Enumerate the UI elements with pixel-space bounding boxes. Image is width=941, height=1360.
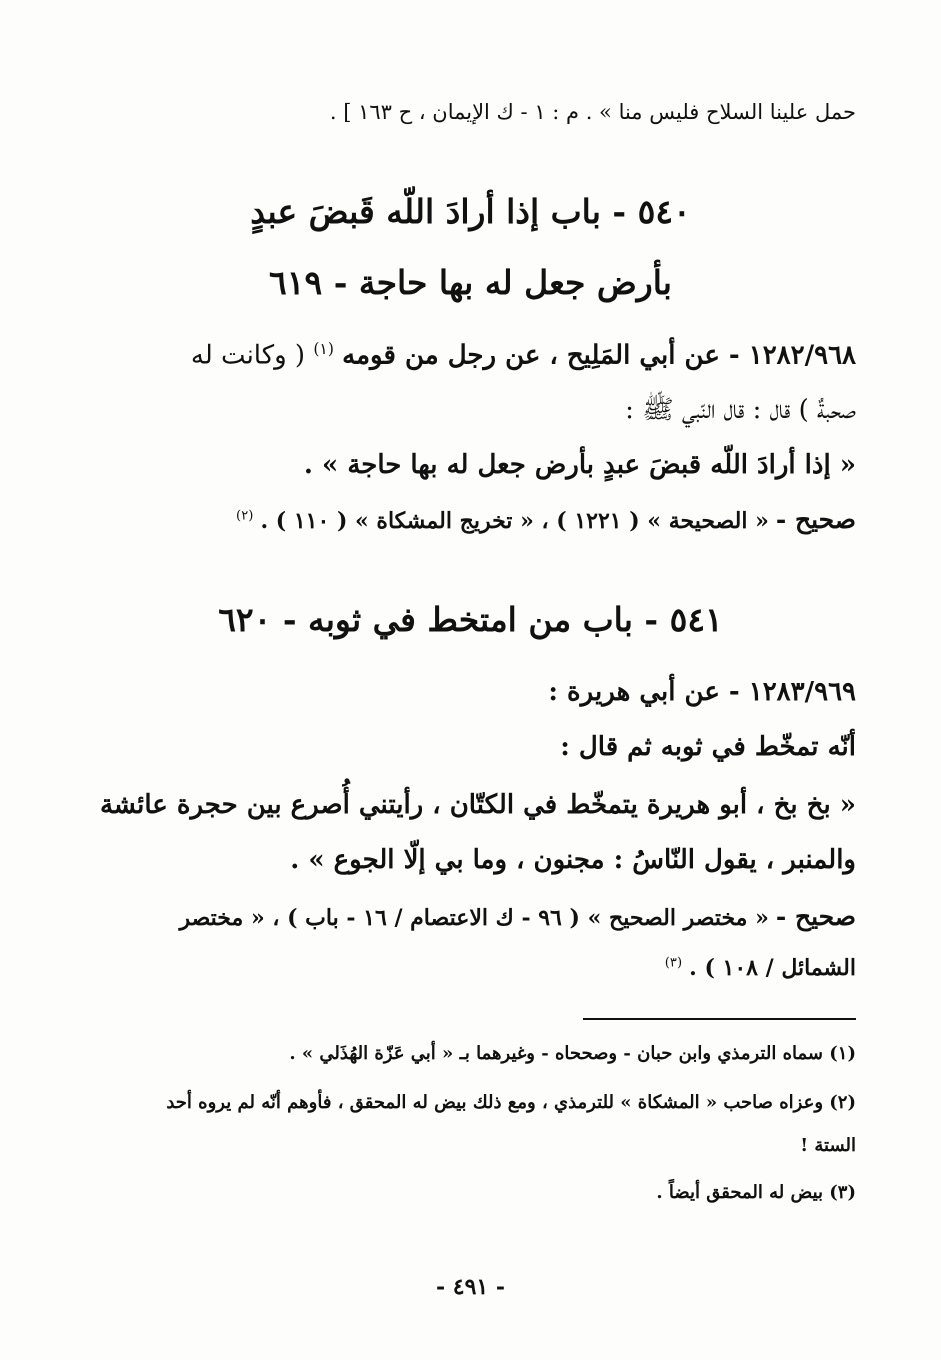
hadith-969-grade-line2 xyxy=(665,955,856,981)
chapter-540-title-line1: ٥٤٠ - باب إذا أرادَ اللّه قَبضَ عبدٍ xyxy=(250,192,691,231)
footnote-ref-1: (١) xyxy=(313,340,334,358)
hadith-968-text: « إذا أرادَ اللّه قبضَ عبدٍ بأرض جعل له بها حاجة » . xyxy=(303,450,856,480)
footnote-1: (١) سماه الترمذي وابن حبان - وصححاه - وغيرهما بـ « أبي عَزّة الهُذَلي » . xyxy=(289,1043,856,1064)
hadith-968-line1-end: ( وكانت له xyxy=(190,340,306,371)
chapter-540-title-line2: بأرض جعل له بها حاجة - ٦١٩ xyxy=(269,263,672,302)
hadith-968-intro: ١٢٨٢/٩٦٨ - عن أبي المَلِيح ، عن رجل من قومه xyxy=(342,340,856,371)
footnote-separator xyxy=(583,1018,856,1020)
continued-line: حمل علينا السلاح فليس منا » . م : ١ - ك الإيمان ، ح ١٦٣ ] . xyxy=(329,100,856,124)
hadith-969-line1: ١٢٨٣/٩٦٩ - عن أبي هريرة : xyxy=(548,677,856,707)
hadith-968-grade xyxy=(236,505,856,534)
footnote-2-line2: الستة ! xyxy=(800,1135,856,1156)
grade-sources: « الصحيحة » ( ١٢٢١ ) ، « تخريج المشكاة » ( ١١٠ ) . xyxy=(260,508,769,534)
grade-label: صحيح - xyxy=(775,505,856,534)
page-number: - ٤٩١ - xyxy=(435,1274,506,1300)
chapter-541-title: ٥٤١ - باب من امتخط في ثوبه - ٦٢٠ xyxy=(218,600,723,639)
grade-sources: « مختصر الصحيح » ( ٩٦ - ك الاعتصام / ١٦ - باب ) ، « مختصر xyxy=(179,905,769,931)
grade-label: صحيح - xyxy=(775,902,856,931)
hadith-969-line3: « بخ بخ ، أبو هريرة يتمخّط في الكتّان ، رأيتني أُصرع بين حجرة عائشة xyxy=(99,790,856,820)
footnote-ref-2: (٢) xyxy=(236,508,254,524)
hadith-969-line2: أنّه تمخّط في ثوبه ثم قال : xyxy=(560,732,856,762)
hadith-968-line2: صحبةٌ ) قال : قال النّبي ﷺ : xyxy=(625,395,856,425)
footnote-ref-3: (٣) xyxy=(664,955,683,971)
hadith-969-line4: والمنبر ، يقول النّاسُ : مجنون ، وما بي إلّا الجوع » . xyxy=(290,845,856,875)
footnote-2-line1: (٢) وعزاه صاحب « المشكاة » للترمذي ، ومع ذلك بيض له المحقق ، فأوهم أنّه لم يروه أحد xyxy=(166,1092,856,1113)
hadith-969-grade-line1 xyxy=(179,902,856,931)
hadith-968-line1 xyxy=(191,340,856,371)
footnote-3: (٣) بيض له المحقق أيضاً . xyxy=(656,1182,856,1203)
grade-sources-cont: الشمائل / ١٠٨ ) . xyxy=(689,955,856,981)
